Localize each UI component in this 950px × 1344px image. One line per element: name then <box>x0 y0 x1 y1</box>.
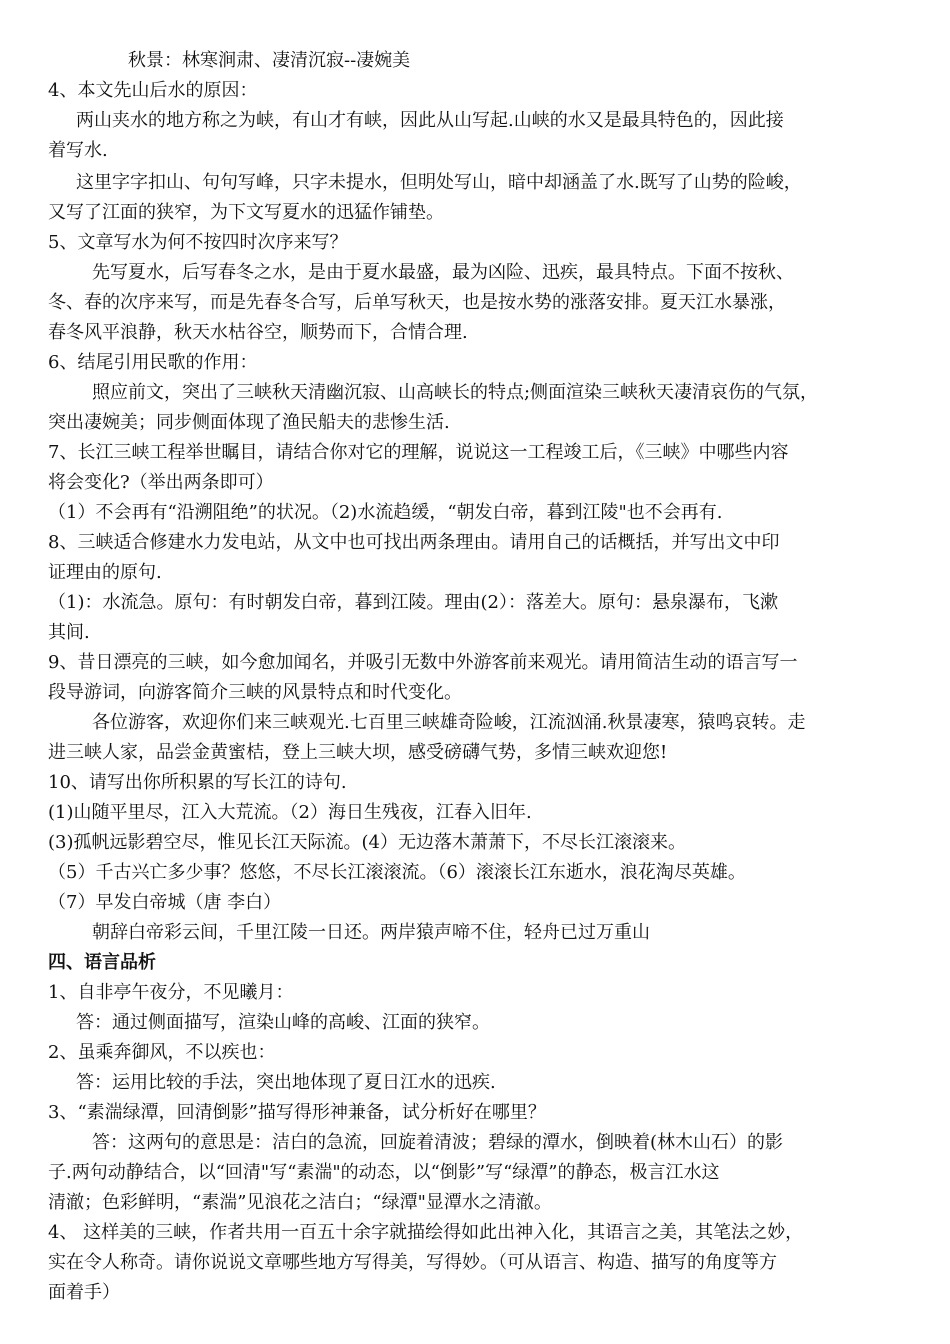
q7-heading: 将会变化?（举出两条即可） <box>48 472 274 493</box>
q10-heading: 10、请写出你所积累的写长江的诗句. <box>48 772 347 793</box>
q4-heading: 4、本文先山后水的原因： <box>48 80 258 101</box>
q9-answer-line: 各位游客，欢迎你们来三峡观光.七百里三峡雄奇险峻，江流汹涌.秋景凄寒，猿鸣哀转。走 <box>92 712 806 733</box>
q6-answer-line: 照应前文，突出了三峡秋天清幽沉寂、山高峡长的特点;侧面渲染三峡秋天凄清哀伤的气氛， <box>92 382 819 403</box>
q9-heading: 9、昔日漂亮的三峡，如今愈加闻名，并吸引无数中外游客前来观光。请用简洁生动的语言写一 <box>48 652 798 673</box>
q10-poem-line: (1)山随平里尽，江入大荒流。（2）海日生残夜，江春入旧年. <box>48 802 532 823</box>
q8-answer-line: 其间. <box>48 622 90 643</box>
q7-answer-line: （1）不会再有“沿溯阻绝”的状况。（2)水流趋缓，“朝发白帝，暮到江陵"也不会再有. <box>48 502 723 523</box>
analysis-a3-line: 答：这两句的意思是：洁白的急流，回旋着清波；碧绿的潭水，倒映着(林木山石）的影 <box>92 1132 784 1153</box>
q5-answer-line: 先写夏水，后写春冬之水，是由于夏水最盛，最为凶险、迅疾，最具特点。下面不按秋、 <box>92 262 794 283</box>
q5-answer-line: 冬、春的次序来写，而是先春冬合写，后单写秋天，也是按水势的涨落安排。夏天江水暴涨， <box>48 292 786 313</box>
q6-answer-line: 突出凄婉美；同步侧面体现了渔民船夫的悲惨生活. <box>48 412 450 433</box>
q7-heading: 7、长江三峡工程举世瞩目，请结合你对它的理解，说说这一工程竣工后，《三峡》中哪些内容 <box>48 442 789 463</box>
analysis-a3-line: 清澈；色彩鲜明，“素湍”见浪花之洁白；“绿潭"显潭水之清澈。 <box>48 1192 552 1213</box>
q8-heading: 证理由的原句. <box>48 562 162 583</box>
q4-answer-line: 两山夹水的地方称之为峡，有山才有峡，因此从山写起.山峡的水又是最具特色的，因此接 <box>76 110 784 131</box>
analysis-q1: 1、自非亭午夜分，不见曦月： <box>48 982 294 1003</box>
analysis-a2: 答：运用比较的手法，突出地体现了夏日江水的迅疾. <box>76 1072 496 1093</box>
analysis-a3-line: 子.两句动静结合，以“回清"写“素湍"的动态，以“倒影”写“绿潭”的静态，极言江水这 <box>48 1162 720 1183</box>
document-body <box>48 46 906 1308</box>
analysis-q3: 3、“素湍绿潭，回清倒影”描写得形神兼备，试分析好在哪里？ <box>48 1102 546 1123</box>
q4-answer-line: 又写了江面的狭窄，为下文写夏水的迅猛作铺垫。 <box>48 202 444 223</box>
autumn-scene-line: 秋景：林寒涧肃、凄清沉寂--凄婉美 <box>128 50 411 71</box>
q5-heading: 5、文章写水为何不按四时次序来写？ <box>48 232 348 253</box>
q9-heading: 段导游词，向游客简介三峡的风景特点和时代变化。 <box>48 682 462 703</box>
q10-poem-line: 朝辞白帝彩云间，千里江陵一日还。两岸猿声啼不住，轻舟已过万重山 <box>92 922 650 943</box>
q4-answer-line: 着写水. <box>48 140 108 161</box>
q10-poem-line: （5）千古兴亡多少事？悠悠，不尽长江滚滚流。（6）滚滚长江东逝水，浪花淘尽英雄。 <box>48 862 746 883</box>
q8-answer-line: （1)：水流急。原句：有时朝发白帝，暮到江陵。理由(2）：落差大。原句：悬泉瀑布，飞漱 <box>48 592 778 613</box>
analysis-q4-line: 面着手） <box>48 1282 120 1303</box>
section-heading: 四、语言品析 <box>48 952 156 973</box>
analysis-a1: 答：通过侧面描写，渲染山峰的高峻、江面的狭窄。 <box>76 1012 490 1033</box>
q9-answer-line: 进三峡人家，品尝金黄蜜桔，登上三峡大坝，感受磅礴气势，多情三峡欢迎您! <box>48 742 668 763</box>
q5-answer-line: 春冬风平浪静，秋天水枯谷空，顺势而下，合情合理. <box>48 322 468 343</box>
q6-heading: 6、结尾引用民歌的作用： <box>48 352 258 373</box>
analysis-q4-line: 实在令人称奇。请你说说文章哪些地方写得美，写得妙。（可从语言、构造、描写的角度等方 <box>48 1252 777 1273</box>
q10-poem-line: (3)孤帆远影碧空尽，惟见长江天际流。(4）无边落木萧萧下，不尽长江滚滚来。 <box>48 832 686 853</box>
analysis-q4-line: 4、 这样美的三峡，作者共用一百五十余字就描绘得如此出神入化，其语言之美，其笔法之妙， <box>48 1222 804 1243</box>
analysis-q2: 2、虽乘奔御风，不以疾也： <box>48 1042 276 1063</box>
q10-poem-line: （7）早发白帝城（唐 李白） <box>48 892 282 913</box>
q4-answer-line: 这里字字扣山、句句写峰，只字未提水，但明处写山，暗中却涵盖了水.既写了山势的险峻， <box>76 172 802 193</box>
q8-heading: 8、三峡适合修建水力发电站，从文中也可找出两条理由。请用自己的话概括，并写出文中印 <box>48 532 780 553</box>
